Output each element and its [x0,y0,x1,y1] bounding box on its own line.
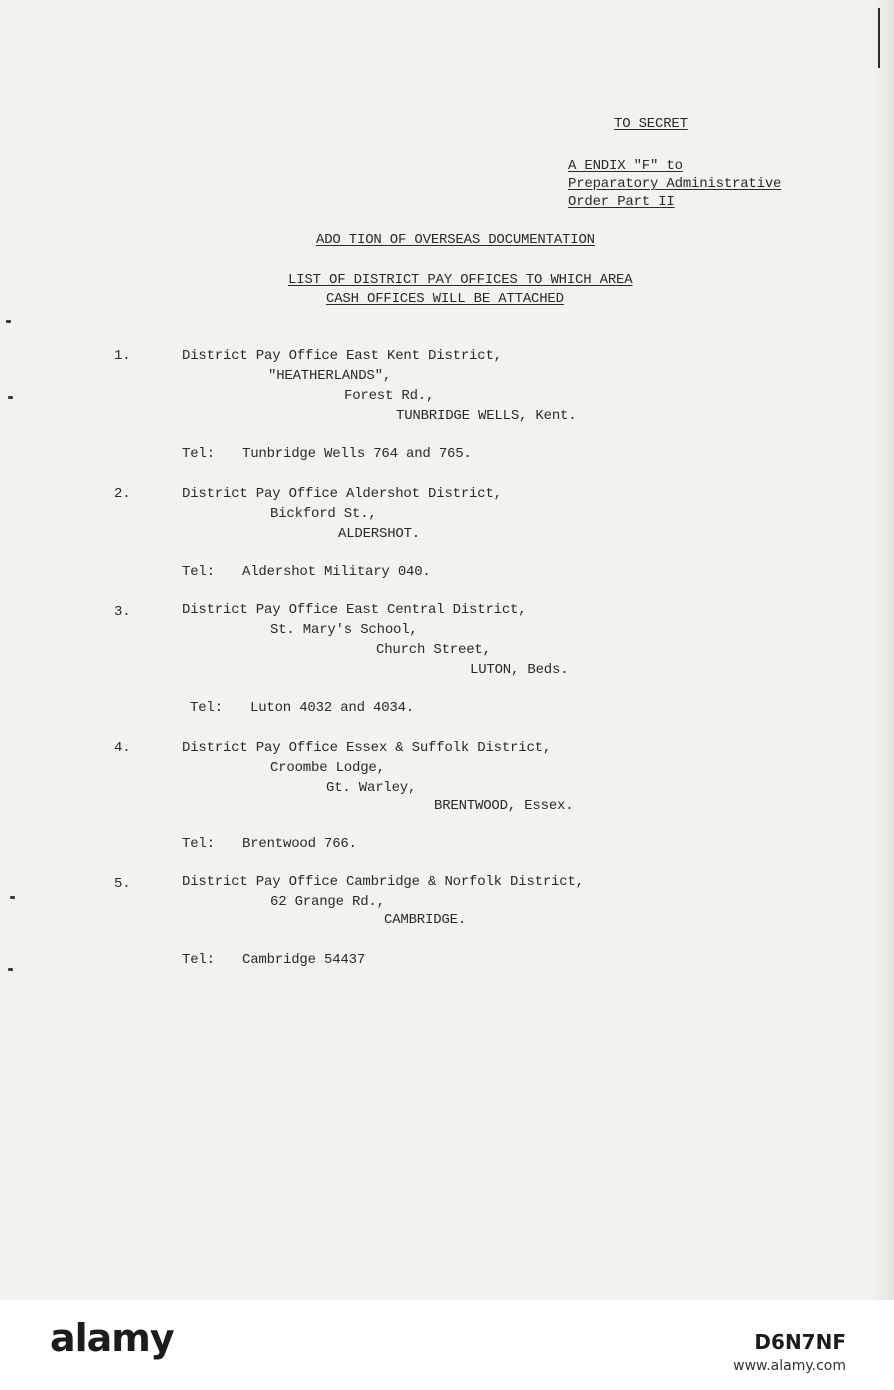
entry-address-line: CAMBRIDGE. [384,912,467,928]
entry-telephone: Cambridge 54437 [242,952,366,968]
entry-address-line: ALDERSHOT. [338,526,421,542]
entry-address-line: BRENTWOOD, Essex. [434,798,574,814]
entry-telephone: Tunbridge Wells 764 and 765. [242,446,472,462]
entry-telephone: Luton 4032 and 4034. [250,700,415,716]
entry-office-name: District Pay Office Essex & Suffolk District, [182,740,552,756]
brand-logo: alamy [50,1316,174,1360]
entry-office-name: District Pay Office Aldershot District, [182,486,502,502]
entry-telephone: Aldershot Military 040. [242,564,431,580]
image-id [733,1330,846,1378]
entry-number: 2. [114,486,131,502]
entry-telephone: Brentwood 766. [242,836,357,852]
entry-number: 4. [114,740,131,756]
image-id-code: D6N7NF [754,1330,846,1354]
entry-address-line: Bickford St., [270,506,377,522]
hole-punch-mark [8,968,13,971]
entry-office-name: District Pay Office Cambridge & Norfolk District, [182,874,584,890]
entry-tel-label: Tel: [182,836,215,852]
title-line-3: CASH OFFICES WILL BE ATTACHED [326,291,564,307]
appendix-line-1: A ENDIX "F" to [568,158,683,174]
hole-punch-mark [10,896,15,899]
entry-tel-label: Tel: [182,952,215,968]
entry-office-name: District Pay Office East Central District, [182,602,527,618]
entry-address-line: Forest Rd., [344,388,435,404]
appendix-line-3: Order Part II [568,194,675,210]
hole-punch-mark [8,396,13,399]
classification-marking: TO SECRET [614,116,688,132]
title-line-1: ADO TION OF OVERSEAS DOCUMENTATION [316,232,595,248]
entry-number: 3. [114,604,131,620]
entry-number: 1. [114,348,131,364]
entry-address-line: 62 Grange Rd., [270,894,385,910]
entry-tel-label: Tel: [182,446,215,462]
entry-address-line: TUNBRIDGE WELLS, Kent. [396,408,577,424]
appendix-line-2: Preparatory Administrative [568,176,782,192]
hole-punch-mark [6,320,11,323]
page-edge-shadow [872,0,894,1300]
edge-mark [878,8,880,68]
entry-tel-label: Tel: [190,700,223,716]
title-line-2: LIST OF DISTRICT PAY OFFICES TO WHICH AREA [288,272,633,288]
entry-office-name: District Pay Office East Kent District, [182,348,502,364]
entry-address-line: LUTON, Beds. [470,662,569,678]
entry-address-line: "HEATHERLANDS", [268,368,392,384]
entry-number: 5. [114,876,131,892]
entry-address-line: Gt. Warley, [326,780,417,796]
entry-address-line: Croombe Lodge, [270,760,385,776]
site-url: www.alamy.com [733,1358,846,1374]
entry-tel-label: Tel: [182,564,215,580]
entry-address-line: St. Mary's School, [270,622,418,638]
entry-address-line: Church Street, [376,642,491,658]
